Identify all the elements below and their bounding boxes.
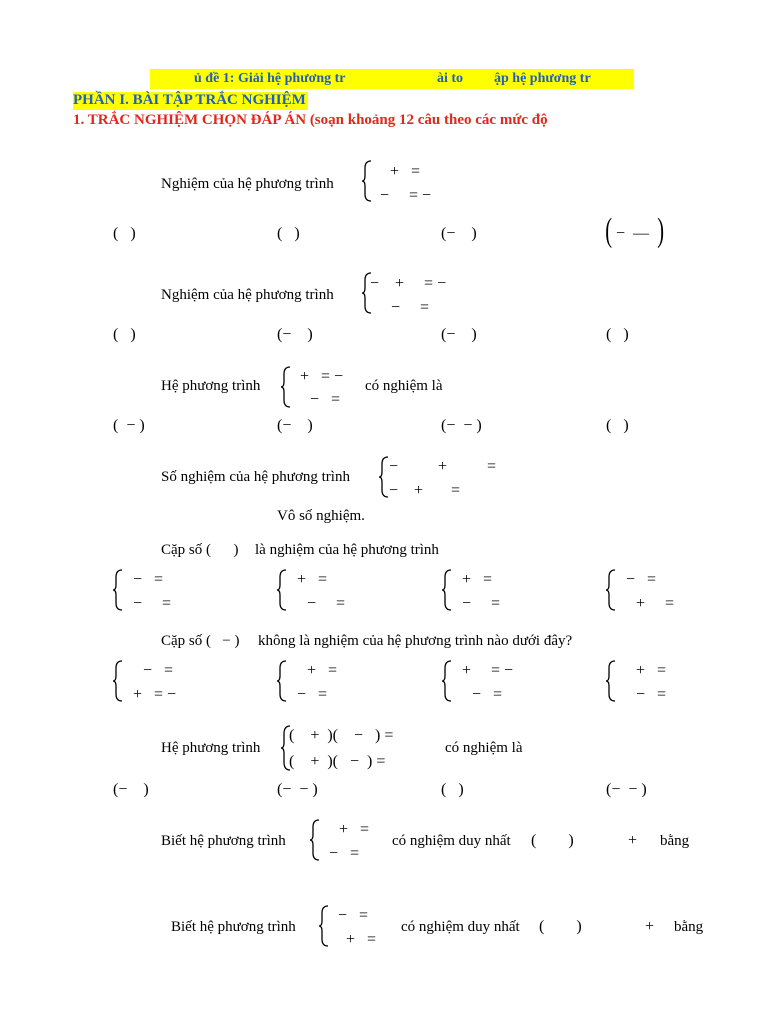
q3-opt-d: ( )	[606, 417, 629, 434]
q1-stem: Nghiệm của hệ phương trình	[161, 176, 334, 192]
q5-opt-a-eq2: − =	[133, 595, 172, 612]
topic-part3: ập hệ phương tr	[494, 71, 591, 86]
q8-eq1: + =	[339, 821, 370, 838]
q7-stem: Hệ phương trình	[161, 740, 261, 756]
q1-eq1: + =	[390, 163, 421, 180]
q2-opt-b: (− )	[277, 326, 313, 343]
q1-eq2: − = −	[380, 187, 432, 204]
q7-opt-d: (− − )	[606, 781, 647, 798]
q1-opt-b: ( )	[277, 225, 300, 242]
q6-opt-a-eq2: + = −	[133, 686, 177, 703]
q6-opt-a-eq1: − =	[143, 662, 174, 679]
q6-opt-c-eq1: + = −	[462, 662, 514, 679]
q5-opt-d-eq2: + =	[636, 595, 675, 612]
q1-opt-d: − —	[616, 225, 650, 242]
q2-eq2: − =	[391, 299, 430, 316]
left-brace-icon	[318, 905, 330, 947]
q6-opt-b-eq1: + =	[307, 662, 338, 679]
q5-opt-c-eq1: + =	[462, 571, 493, 588]
q4-answer: Vô số nghiệm.	[277, 508, 365, 524]
q9-stem: Biết hệ phương trình	[171, 919, 296, 935]
q2-opt-c: (− )	[441, 326, 477, 343]
q9-plus: +	[645, 918, 655, 935]
q3-tail: có nghiệm là	[365, 378, 443, 394]
left-brace-icon	[112, 660, 124, 702]
q3-opt-a: ( − )	[113, 417, 145, 434]
topic-part1: ủ đề 1: Giải hệ phương tr	[194, 71, 346, 86]
q8-tail: có nghiệm duy nhất	[392, 833, 511, 849]
q6-opt-b-eq2: − =	[297, 686, 328, 703]
q1-opt-d-rparen: )	[657, 212, 665, 249]
left-brace-icon	[361, 160, 373, 202]
left-brace-icon	[112, 569, 124, 611]
q2-opt-d: ( )	[606, 326, 629, 343]
q6-opt-d-eq2: − =	[636, 686, 667, 703]
q7-opt-b: (− − )	[277, 781, 318, 798]
left-brace-icon	[280, 366, 292, 408]
q9-eq2: + =	[346, 931, 377, 948]
q7-opt-a: (− )	[113, 781, 149, 798]
subsection-title: 1. TRẮC NGHIỆM CHỌN ĐÁP ÁN (soạn khoảng 12 câu theo các mức độ	[73, 112, 548, 128]
q9-eq1: − =	[338, 907, 369, 924]
q3-opt-c: (− − )	[441, 417, 482, 434]
q2-opt-a: ( )	[113, 326, 136, 343]
left-brace-icon	[605, 660, 617, 702]
q4-eq2: − + =	[389, 482, 461, 499]
q8-paren: ( )	[531, 832, 574, 849]
section-title: PHẦN I. BÀI TẬP TRẮC NGHIỆM	[73, 92, 306, 108]
q8-plus: +	[628, 832, 638, 849]
q1-opt-a: ( )	[113, 225, 136, 242]
q3-stem: Hệ phương trình	[161, 378, 261, 394]
q1-opt-c: (− )	[441, 225, 477, 242]
q7-tail: có nghiệm là	[445, 740, 523, 756]
left-brace-icon	[605, 569, 617, 611]
left-brace-icon	[276, 660, 288, 702]
q9-paren: ( )	[539, 918, 582, 935]
q3-opt-b: (− )	[277, 417, 313, 434]
q6-opt-d-eq1: + =	[636, 662, 667, 679]
q9-tail: có nghiệm duy nhất	[401, 919, 520, 935]
q3-eq1: + = −	[300, 368, 344, 385]
q8-end: bằng	[660, 833, 690, 849]
q5-opt-d-eq1: − =	[626, 571, 657, 588]
q8-stem: Biết hệ phương trình	[161, 833, 286, 849]
q7-opt-c: ( )	[441, 781, 464, 798]
left-brace-icon	[441, 660, 453, 702]
q1-opt-d-lparen: (	[605, 212, 613, 249]
q5-opt-b-eq1: + =	[297, 571, 328, 588]
q6-stem-post: không là nghiệm của hệ phương trình nào dưới đây?	[258, 633, 573, 649]
q2-stem: Nghiệm của hệ phương trình	[161, 287, 334, 303]
q6-stem-pre: Cặp số ( − )	[161, 633, 240, 649]
q9-end: bằng	[674, 919, 704, 935]
q8-eq2: − =	[329, 845, 360, 862]
q5-opt-a-eq1: − =	[133, 571, 164, 588]
q5-stem-post: là nghiệm của hệ phương trình	[255, 542, 439, 558]
q5-opt-c-eq2: − =	[462, 595, 501, 612]
q3-eq2: − =	[310, 391, 341, 408]
q5-stem-pre: Cặp số ( )	[161, 542, 239, 558]
left-brace-icon	[441, 569, 453, 611]
q4-stem: Số nghiệm của hệ phương trình	[161, 469, 350, 485]
q4-eq1: − + =	[389, 458, 497, 475]
topic-part2: ài to	[437, 71, 464, 86]
q5-opt-b-eq2: − =	[307, 595, 346, 612]
q2-eq1: − + = −	[370, 275, 447, 292]
q7-eq2: ( + )( − ) =	[289, 753, 386, 770]
q6-opt-c-eq2: − =	[472, 686, 503, 703]
left-brace-icon	[309, 819, 321, 861]
q7-eq1: ( + )( − ) =	[289, 727, 394, 744]
left-brace-icon	[276, 569, 288, 611]
